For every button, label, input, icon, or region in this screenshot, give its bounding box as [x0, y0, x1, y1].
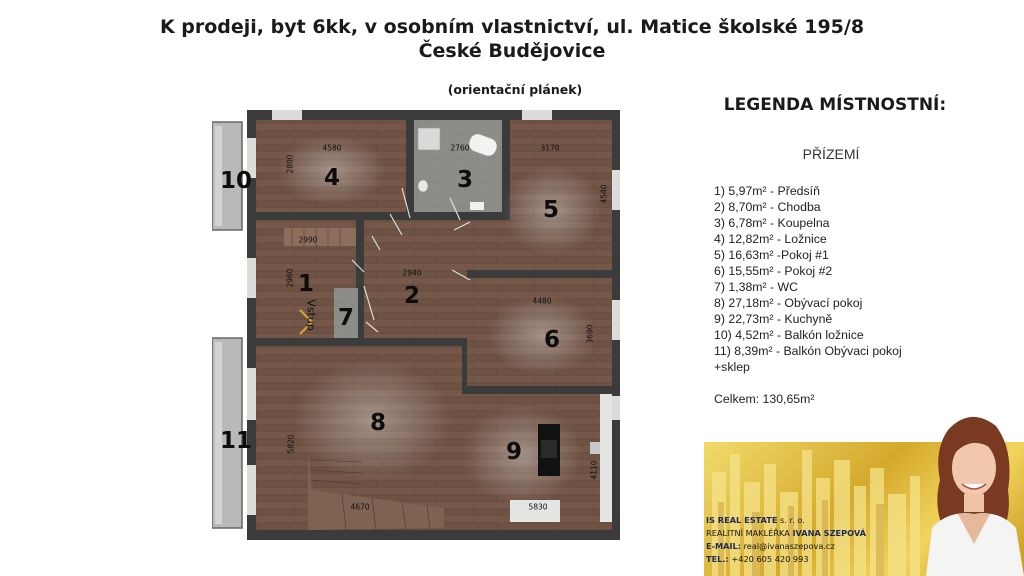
dimension-label: 2760 [450, 143, 470, 153]
room-number-7: 7 [337, 305, 355, 331]
legend-item: 1) 5,97m² - Předsíň [714, 184, 820, 198]
dimension-label: 4110 [589, 460, 599, 480]
room-number-3: 3 [456, 167, 474, 193]
agent-role: REALITNÍ MAKLÉŘKA [706, 528, 793, 538]
email-label: E-MAIL: [706, 541, 742, 551]
dimension-label: 4670 [350, 502, 370, 512]
legend-floor: PŘÍZEMÍ [802, 146, 860, 162]
room-2-floor [364, 220, 467, 338]
legend-item: +sklep [714, 360, 750, 374]
dimension-label: 2960 [285, 268, 295, 288]
dimension-label: 4540 [599, 184, 609, 204]
dimension-label: 2800 [285, 154, 295, 174]
agent-contact [706, 514, 866, 566]
agent-portrait [918, 410, 1024, 576]
floor-plan-drawing [212, 110, 622, 540]
dimension-label: 5820 [286, 434, 296, 454]
legend-item: 4) 12,82m² - Ložnice [714, 232, 827, 246]
legend-item: 6) 15,55m² - Pokoj #2 [714, 264, 833, 278]
room-number-9: 9 [505, 439, 523, 465]
legend-title: LEGENDA MÍSTNOSTNÍ: [723, 95, 947, 115]
page-title-city: České Budějovice [418, 40, 606, 62]
phone-line [706, 553, 866, 566]
legend-item: 5) 16,63m² -Pokoj #1 [714, 248, 829, 262]
page-title: K prodeji, byt 6kk, v osobním vlastnictví, ul. Matice školské 195/8 [159, 16, 865, 38]
company-suffix: s. r. o. [777, 515, 805, 525]
agent-name: IVANA SZEPOVÁ [792, 528, 866, 538]
email-link[interactable]: real@ivanaszepova.cz [741, 541, 835, 551]
legend-item: 8) 27,18m² - Obývací pokoj [714, 296, 863, 310]
email-line [706, 540, 866, 553]
room-number-8: 8 [369, 410, 387, 436]
staircase-upper [284, 228, 356, 246]
agent-role-line [706, 527, 866, 540]
legend-list [714, 183, 902, 375]
dimension-label: 3170 [540, 143, 560, 153]
room-number-6: 6 [543, 327, 561, 353]
legend-item: 11) 8,39m² - Balkón Obývaci pokoj [714, 344, 902, 358]
room-number-4: 4 [323, 165, 341, 191]
phone-label: TEL.: [706, 554, 729, 564]
plan-subtitle: (orientační plánek) [447, 82, 583, 97]
company-line [706, 514, 866, 527]
dimension-label: 4480 [532, 296, 552, 306]
room-number-5: 5 [542, 197, 560, 223]
legend-item: 10) 4,52m² - Balkón ložnice [714, 328, 864, 342]
legend-item: 2) 8,70m² - Chodba [714, 200, 821, 214]
legend-item: 3) 6,78m² - Koupelna [714, 216, 830, 230]
dimension-label: 2990 [298, 235, 318, 245]
floor-plan [212, 110, 622, 540]
dimension-label: 5830 [528, 502, 548, 512]
room-number-1: 1 [297, 271, 315, 297]
legend-item: 9) 22,73m² - Kuchyně [714, 312, 833, 326]
dimension-label: 4580 [322, 143, 342, 153]
company-name: IS REAL ESTATE [706, 515, 778, 525]
entrance-label: Vstup [304, 299, 318, 331]
kitchen-counter [600, 394, 612, 522]
total-area: Celkem: 130,65m² [714, 392, 815, 406]
room-number-2: 2 [403, 283, 421, 309]
dimension-label: 2940 [402, 268, 422, 278]
legend-item: 7) 1,38m² - WC [714, 280, 799, 294]
dimension-label: 3690 [585, 324, 595, 344]
room-number-10: 10 [219, 168, 253, 194]
phone-link[interactable]: +420 605 420 993 [728, 554, 809, 564]
room-number-11: 11 [219, 428, 253, 454]
